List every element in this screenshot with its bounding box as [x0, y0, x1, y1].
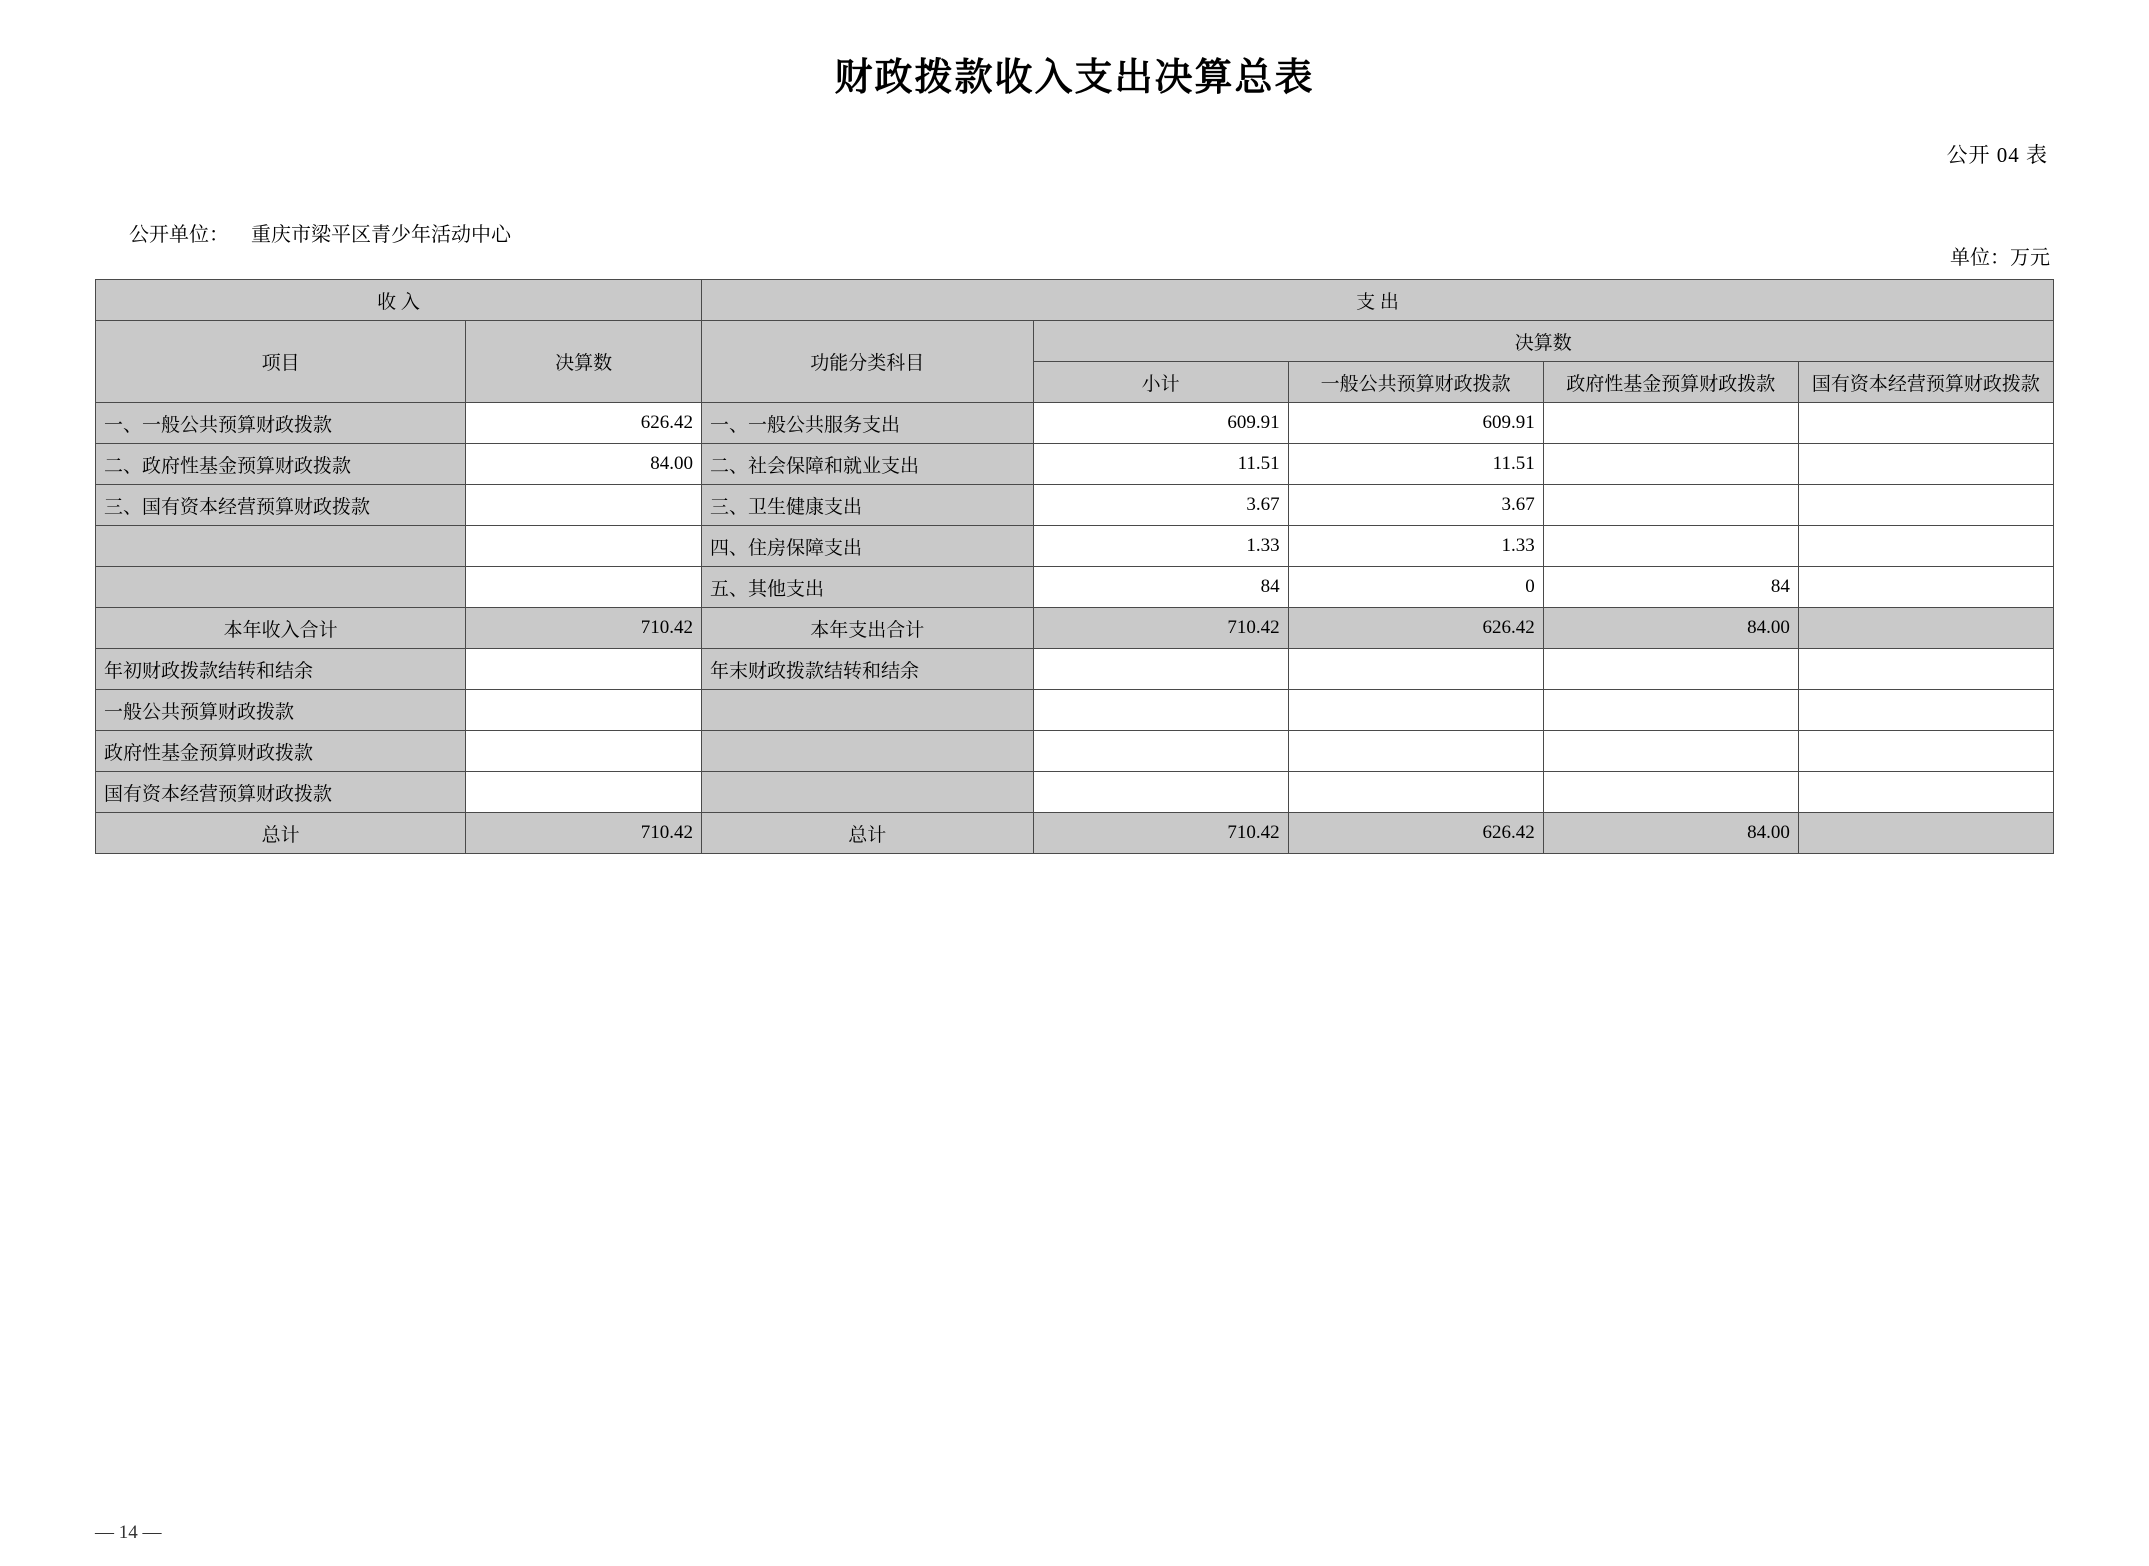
income-item — [96, 567, 466, 608]
publishing-unit — [99, 195, 511, 270]
expense-item: 总计 — [702, 813, 1034, 854]
expense-state-capital — [1798, 403, 2053, 444]
header-state-capital: 国有资本经营预算财政拨款 — [1798, 362, 2053, 403]
expense-item: 年末财政拨款结转和结余 — [702, 649, 1034, 690]
income-value — [466, 485, 702, 526]
income-item: 一、一般公共预算财政拨款 — [96, 403, 466, 444]
expense-subtotal: 710.42 — [1033, 608, 1288, 649]
expense-gov-fund — [1543, 731, 1798, 772]
expense-general-public: 1.33 — [1288, 526, 1543, 567]
header-gov-fund: 政府性基金预算财政拨款 — [1543, 362, 1798, 403]
expense-state-capital — [1798, 526, 2053, 567]
income-value — [466, 731, 702, 772]
expense-item: 三、卫生健康支出 — [702, 485, 1034, 526]
header-general-public: 一般公共预算财政拨款 — [1288, 362, 1543, 403]
expense-state-capital — [1798, 772, 2053, 813]
expense-item: 本年支出合计 — [702, 608, 1034, 649]
income-item — [96, 526, 466, 567]
expense-subtotal: 84 — [1033, 567, 1288, 608]
table-row — [96, 690, 2054, 731]
expense-general-public: 0 — [1288, 567, 1543, 608]
header-income-group: 收 入 — [96, 280, 702, 321]
expense-gov-fund: 84.00 — [1543, 608, 1798, 649]
page-number: — 14 — — [95, 1522, 162, 1543]
table-row — [96, 485, 2054, 526]
income-item: 本年收入合计 — [96, 608, 466, 649]
expense-subtotal — [1033, 649, 1288, 690]
header-expense-category: 功能分类科目 — [702, 321, 1034, 403]
expense-state-capital — [1798, 485, 2053, 526]
expense-subtotal — [1033, 690, 1288, 731]
expense-gov-fund — [1543, 444, 1798, 485]
income-value — [466, 567, 702, 608]
income-value — [466, 772, 702, 813]
income-item: 国有资本经营预算财政拨款 — [96, 772, 466, 813]
header-expense-group: 支 出 — [702, 280, 2054, 321]
meta-row — [95, 195, 2054, 270]
expense-subtotal: 11.51 — [1033, 444, 1288, 485]
expense-state-capital — [1798, 567, 2053, 608]
income-value — [466, 690, 702, 731]
income-item: 一般公共预算财政拨款 — [96, 690, 466, 731]
page-title: 财政拨款收入支出决算总表 — [834, 54, 1315, 99]
header-subtotal: 小计 — [1033, 362, 1288, 403]
expense-state-capital — [1798, 731, 2053, 772]
expense-state-capital — [1798, 444, 2053, 485]
table-row — [96, 444, 2054, 485]
expense-general-public: 609.91 — [1288, 403, 1543, 444]
expense-gov-fund: 84.00 — [1543, 813, 1798, 854]
expense-item — [702, 731, 1034, 772]
table-row-year-total — [96, 608, 2054, 649]
table-subheader-row-1 — [96, 321, 2054, 362]
expense-subtotal — [1033, 772, 1288, 813]
table-row — [96, 772, 2054, 813]
income-item: 年初财政拨款结转和结余 — [96, 649, 466, 690]
expense-general-public — [1288, 772, 1543, 813]
publishing-unit-label: 公开单位： — [129, 224, 229, 246]
expense-general-public — [1288, 649, 1543, 690]
expense-subtotal: 710.42 — [1033, 813, 1288, 854]
income-value: 710.42 — [466, 813, 702, 854]
expense-state-capital — [1798, 813, 2053, 854]
expense-general-public — [1288, 690, 1543, 731]
income-value: 84.00 — [466, 444, 702, 485]
expense-item — [702, 690, 1034, 731]
budget-table — [95, 279, 2054, 854]
expense-item: 五、其他支出 — [702, 567, 1034, 608]
expense-item: 四、住房保障支出 — [702, 526, 1034, 567]
expense-gov-fund — [1543, 403, 1798, 444]
expense-gov-fund — [1543, 649, 1798, 690]
amount-unit: 单位：万元 — [1950, 247, 2050, 269]
expense-general-public: 626.42 — [1288, 813, 1543, 854]
income-value: 710.42 — [466, 608, 702, 649]
table-row-grand-total — [96, 813, 2054, 854]
table-group-header-row — [96, 280, 2054, 321]
income-value: 626.42 — [466, 403, 702, 444]
expense-general-public: 11.51 — [1288, 444, 1543, 485]
income-value — [466, 526, 702, 567]
expense-subtotal — [1033, 731, 1288, 772]
header-expense-final: 决算数 — [1033, 321, 2053, 362]
expense-general-public: 3.67 — [1288, 485, 1543, 526]
document-page — [0, 46, 2149, 1566]
table-row — [96, 567, 2054, 608]
expense-gov-fund — [1543, 485, 1798, 526]
expense-gov-fund — [1543, 772, 1798, 813]
expense-item — [702, 772, 1034, 813]
expense-state-capital — [1798, 690, 2053, 731]
table-row — [96, 403, 2054, 444]
income-item: 三、国有资本经营预算财政拨款 — [96, 485, 466, 526]
income-item: 总计 — [96, 813, 466, 854]
expense-item: 一、一般公共服务支出 — [702, 403, 1034, 444]
expense-gov-fund — [1543, 690, 1798, 731]
expense-subtotal: 1.33 — [1033, 526, 1288, 567]
income-value — [466, 649, 702, 690]
expense-subtotal: 3.67 — [1033, 485, 1288, 526]
expense-item: 二、社会保障和就业支出 — [702, 444, 1034, 485]
form-number: 公开 04 表 — [1946, 143, 2048, 167]
expense-gov-fund: 84 — [1543, 567, 1798, 608]
table-row — [96, 526, 2054, 567]
expense-state-capital — [1798, 608, 2053, 649]
expense-general-public: 626.42 — [1288, 608, 1543, 649]
publishing-unit-name: 重庆市梁平区青少年活动中心 — [251, 224, 511, 246]
expense-general-public — [1288, 731, 1543, 772]
table-row — [96, 649, 2054, 690]
header-income-final: 决算数 — [466, 321, 702, 403]
expense-gov-fund — [1543, 526, 1798, 567]
income-item: 政府性基金预算财政拨款 — [96, 731, 466, 772]
expense-subtotal: 609.91 — [1033, 403, 1288, 444]
expense-state-capital — [1798, 649, 2053, 690]
income-item: 二、政府性基金预算财政拨款 — [96, 444, 466, 485]
header-income-item: 项目 — [96, 321, 466, 403]
table-row — [96, 731, 2054, 772]
